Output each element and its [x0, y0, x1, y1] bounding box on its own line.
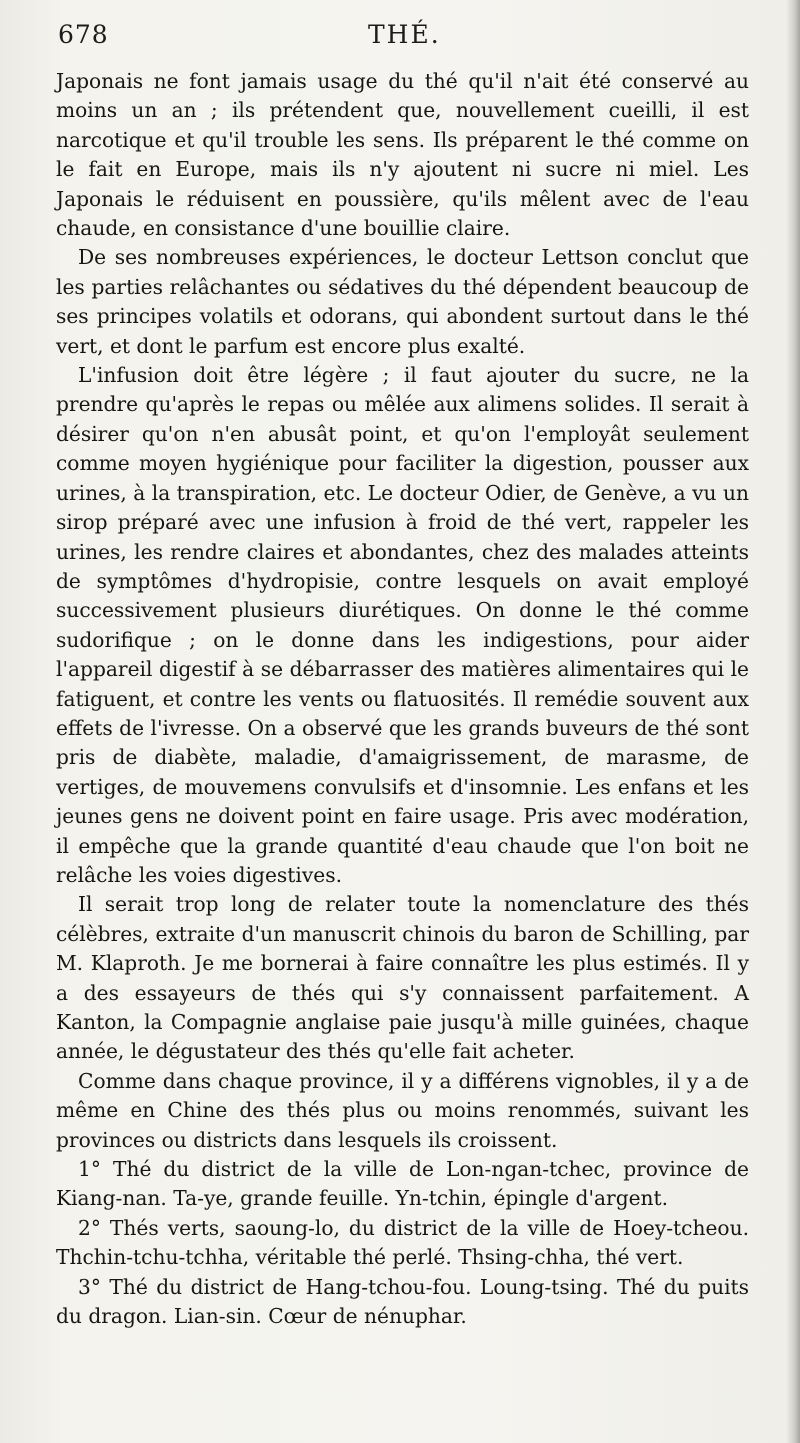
list-item: 1° Thé du district de la ville de Lon-ngan-tchec, province de Kiang-nan. Ta-ye, grande feuille. Yn-tchin, épingle d'argent. — [56, 1157, 749, 1211]
body-text — [56, 67, 749, 1331]
running-head: THÉ. — [368, 20, 441, 49]
paragraph: Il serait trop long de relater toute la nomenclature des thés célèbres, extraite d'un manuscrit chinois du baron de Schilling, par M. Klaproth. Je me bornerai à faire connaître les plus estimés. Il y a des essayeurs de thés qui s'y connaissent parfaitement. A Kanton, la Compagnie anglaise paie jusqu'à mille guinées, chaque année, le dégustateur des thés qu'elle fait acheter. — [56, 892, 749, 1064]
list-item: 2° Thés verts, saoung-lo, du district de la ville de Hoey-tcheou. Thchin-tchu-tchha, véritable thé perlé. Thsing-chha, thé vert. — [56, 1215, 749, 1270]
paragraph: Comme dans chaque province, il y a différens vignobles, il y a de même en Chine des thés plus ou moins renommés, suivant les provinces ou districts dans lesquels ils croissent. — [56, 1068, 749, 1152]
page-number: 678 — [58, 20, 109, 49]
list-item: 3° Thé du district de Hang-tchou-fou. Loung-tsing. Thé du puits du dragon. Lian-sin. Cœur de nénuphar. — [56, 1274, 749, 1329]
paragraph: Japonais ne font jamais usage du thé qu'il n'ait été conservé au moins un an ; ils prétendent que, nouvellement cueilli, il est narcotique et qu'il trouble les sens. Ils préparent le thé comme on le fait en Europe, mais ils n'y ajoutent ni sucre ni miel. Les Japonais le réduisent en poussière, qu'ils mêlent avec de l'eau chaude, en consistance d'une bouillie claire. — [56, 69, 749, 241]
paragraph: De ses nombreuses expériences, le docteur Lettson conclut que les parties relâchantes ou sédatives du thé dépendent beaucoup de ses principes volatils et odorans, qui abondent surtout dans le thé vert, et dont le parfum est encore plus exalté. — [56, 245, 749, 358]
page-header — [50, 16, 750, 56]
paragraph: L'infusion doit être légère ; il faut ajouter du sucre, ne la prendre qu'après le repas ou mêlée aux alimens solides. Il serait à désirer qu'on n'en abusât point, et qu'on l'employât seulement comme moyen hygiénique pour faciliter la digestion, pousser aux urines, à la transpiration, etc. Le docteur Odier, de Genève, a vu un sirop préparé avec une infusion à froid de thé vert, rappeler les urines, les rendre claires et abondantes, chez des malades atteints de symptômes d'hydropisie, contre lesquels on avait employé successivement plusieurs diurétiques. On donne le thé comme sudorifique ; on le donne dans les indigestions, pour aider l'appareil digestif à se débarrasser des matières alimentaires qui le fatiguent, et contre les vents ou flatuosités. Il remédie souvent aux effets de l'ivresse. On a observé que les grands buveurs de thé sont pris de diabète, maladie, d'amaigrissement, de marasme, de vertiges, de mouvemens convulsifs et d'insomnie. Les enfans et les jeunes gens ne doivent point en faire usage. Pris avec modération, il empêche que la grande quantité d'eau chaude que l'on boit ne relâche les voies digestives. — [56, 363, 749, 887]
page-gutter-shadow — [786, 0, 800, 1443]
